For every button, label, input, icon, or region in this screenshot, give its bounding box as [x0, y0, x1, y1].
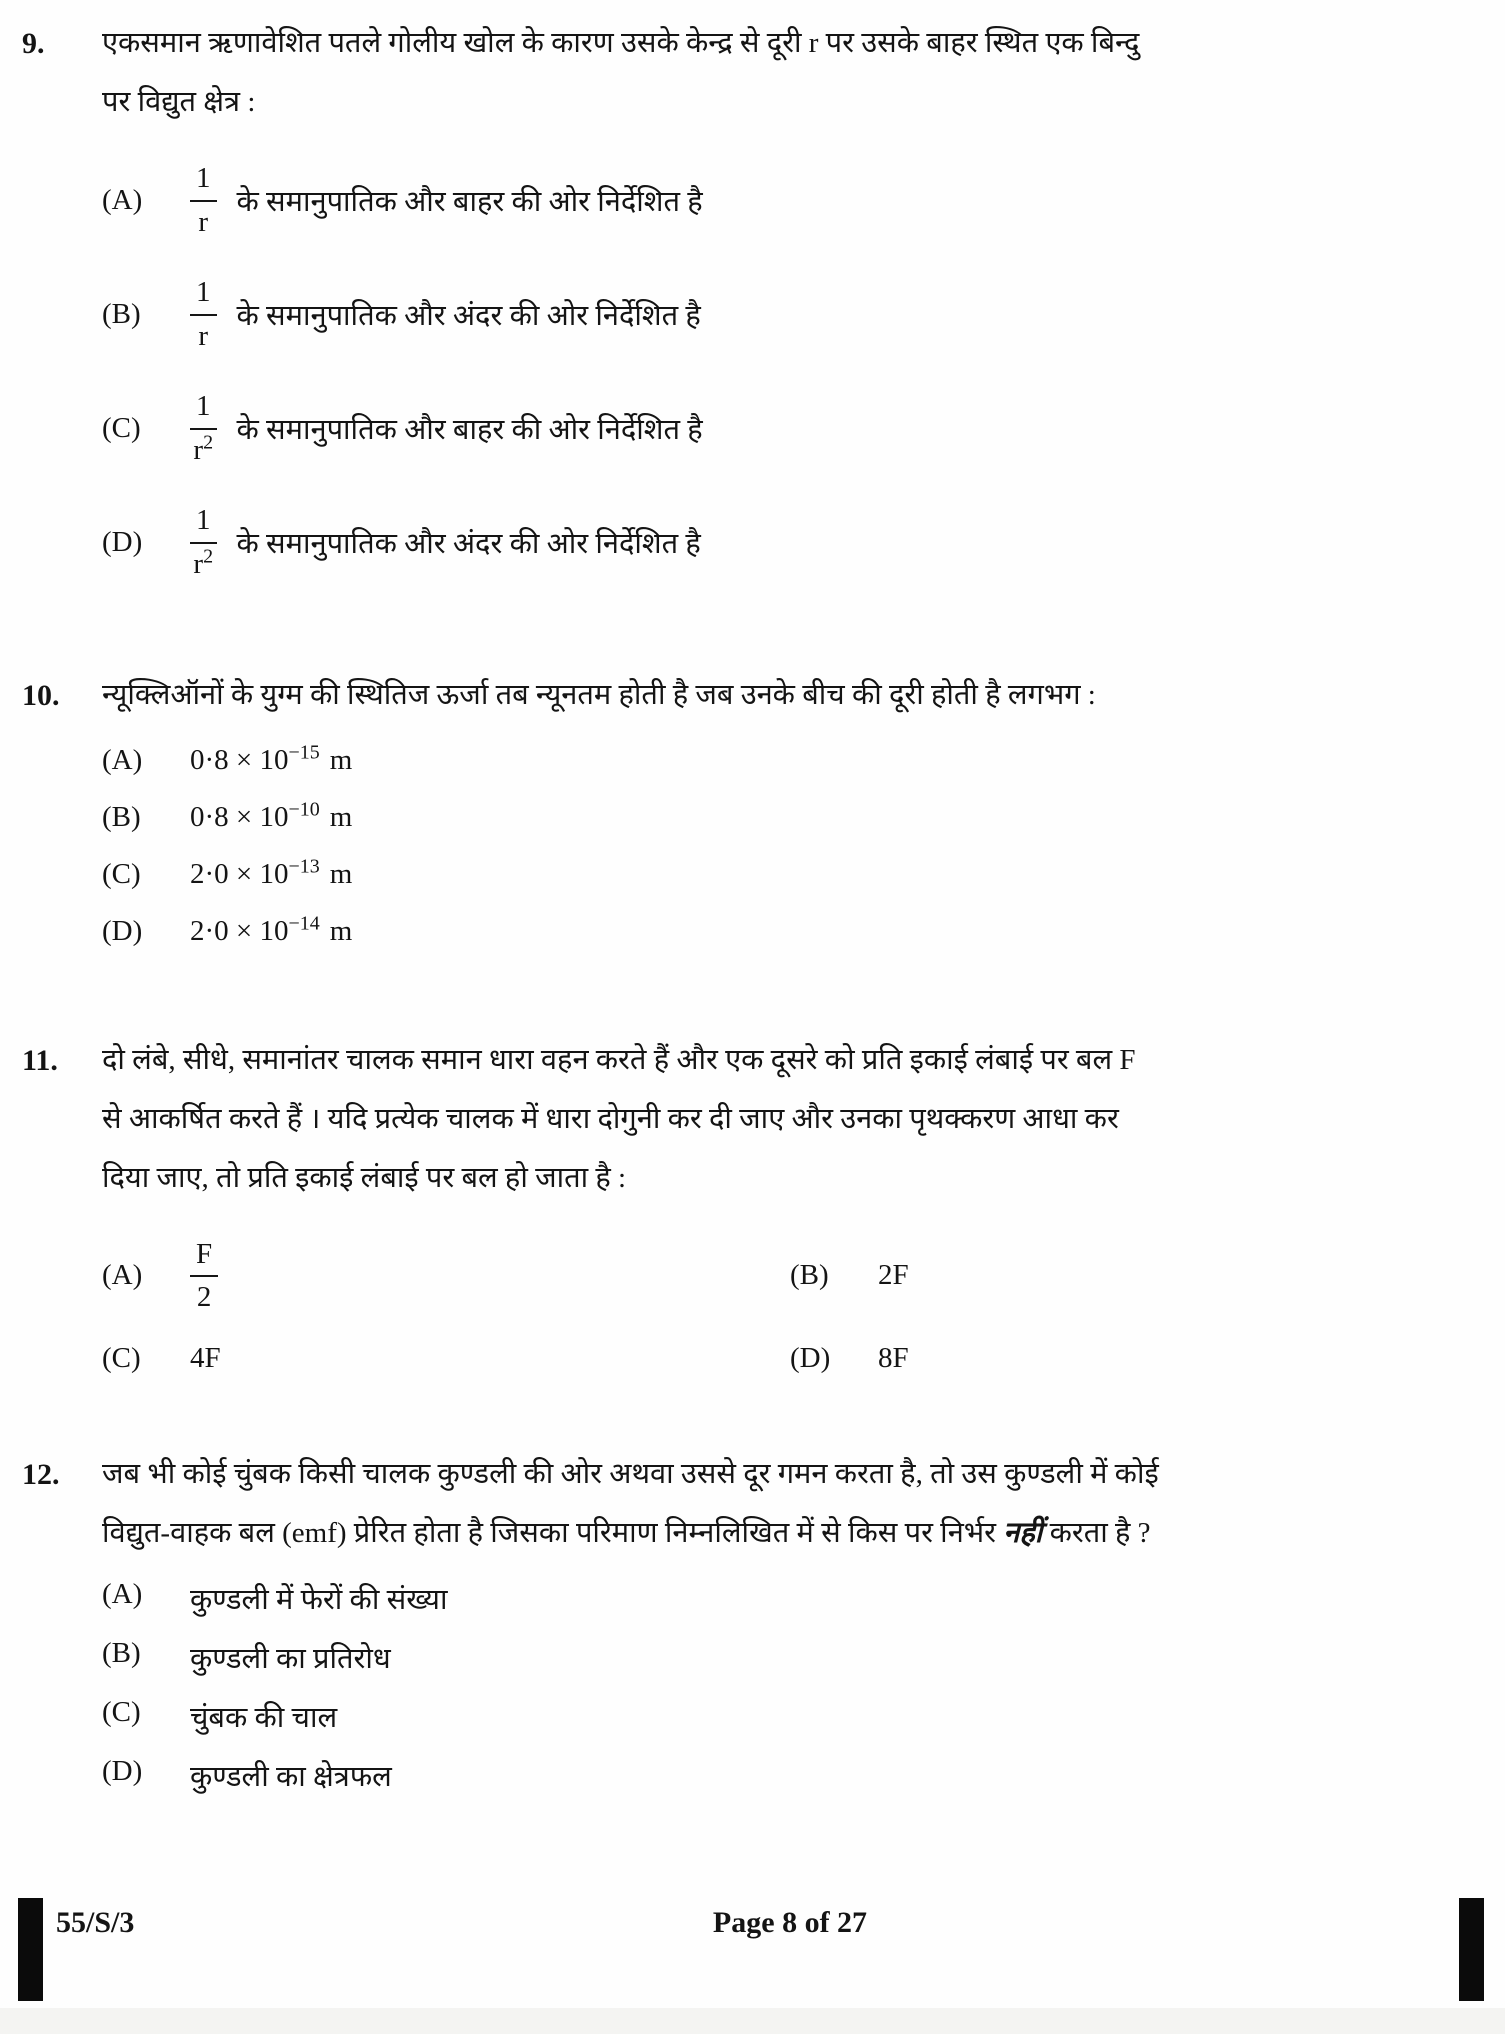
question-11 [22, 1031, 1162, 1375]
fraction-denominator: $r^2$ [193, 430, 214, 466]
exponent: −15 [288, 740, 320, 763]
option-text: के समानुपातिक और अंदर की ओर निर्देशित है [236, 299, 701, 332]
option-text: के समानुपातिक और बाहर की ओर निर्देशित है [236, 185, 703, 218]
option-label: (D) [790, 1341, 831, 1374]
q11-option-a [102, 1236, 790, 1316]
fraction-numerator: F [190, 1236, 218, 1277]
option-label: (B) [790, 1259, 829, 1292]
paper-code: 55/S/3 [56, 1906, 135, 1939]
question-text: जब भी कोई चुंबक किसी चालक कुण्डली की ओर अथवा उससे दूर गमन करता है, तो उस कुण्डली में कोई विद्युत-वाहक बल (emf) प्रेरित होता है जिसका परिमाण निम्नलिखित में से किस पर निर्भर नहीं करता है ? [102, 1457, 1159, 1549]
question-number: 11. [22, 1044, 58, 1077]
q12-option-a [102, 1578, 1162, 1622]
option-value: $2\cdot 0 \times 10^{-13}$ m [190, 854, 353, 890]
option-label: (C) [102, 1695, 141, 1728]
exponent: −13 [288, 854, 320, 877]
q10-option-c [102, 852, 1162, 896]
option-label: (A) [102, 1577, 143, 1610]
option-label: (A) [102, 183, 143, 216]
fraction [190, 274, 217, 354]
fraction-numerator: 1 [190, 388, 217, 429]
q11-option-d [790, 1342, 1162, 1375]
page-number: Page 8 of 27 [712, 1906, 868, 1939]
option-value: 2F [878, 1259, 909, 1292]
fraction-denominator: r [198, 205, 209, 238]
question-text: एकसमान ऋणावेशित पतले गोलीय खोल के कारण उसके केन्द्र से दूरी r पर उसके बाहर स्थित एक बिन्दु पर विद्युत क्षेत्र : [102, 27, 1140, 118]
question-text: दो लंबे, सीधे, समानांतर चालक समान धारा वहन करते हैं और एक दूसरे को प्रति इकाई लंबाई पर बल F से आकर्षित करते हैं । यदि प्रत्येक चालक में धारा दोगुनी कर दी जाए और उनका पृथक्करण आधा कर दिया जाए, तो प्रति इकाई लंबाई पर बल हो जाता है : [102, 1044, 1136, 1194]
option-label: (C) [102, 857, 141, 890]
q12-option-c [102, 1696, 1162, 1740]
option-text: के समानुपातिक और अंदर की ओर निर्देशित है [236, 527, 701, 560]
fraction-numerator: 1 [190, 274, 217, 315]
q9-option-d [102, 496, 1162, 588]
question-number: 10. [22, 679, 60, 712]
questions-area [22, 14, 1162, 1799]
unit: m [329, 743, 353, 776]
option-value: $0\cdot 8 \times 10^{-10}$ m [190, 797, 353, 833]
option-label: (D) [102, 1754, 143, 1787]
unit: m [329, 914, 353, 947]
option-text: कुण्डली का प्रतिरोध [190, 1642, 391, 1675]
fraction-denominator: 2 [196, 1281, 212, 1314]
fraction [190, 1236, 218, 1316]
option-label: (D) [102, 914, 143, 947]
q9-option-c [102, 382, 1162, 474]
option-label: (B) [102, 800, 141, 833]
fraction [190, 160, 217, 240]
question-number: 12. [22, 1457, 60, 1491]
q11-options-grid [102, 1236, 1162, 1375]
fraction-denominator: $r^2$ [193, 544, 214, 580]
q11-option-c [102, 1342, 790, 1375]
question-9 [22, 14, 1162, 588]
fraction-denominator: r [198, 319, 209, 352]
exponent: −10 [288, 797, 320, 820]
q10-option-b [102, 795, 1162, 839]
option-label: (B) [102, 1636, 141, 1669]
q9-option-a [102, 154, 1162, 246]
question-number: 9. [22, 27, 45, 60]
exponent: −14 [288, 911, 320, 934]
question-10 [22, 666, 1162, 953]
q10-option-a [102, 738, 1162, 782]
emphasized-word: नहीं [1003, 1516, 1043, 1549]
q10-option-d [102, 909, 1162, 953]
option-label: (A) [102, 743, 143, 776]
q9-option-b [102, 268, 1162, 360]
q12-option-b [102, 1637, 1162, 1681]
q12-option-d [102, 1755, 1162, 1799]
q11-option-b [790, 1259, 1162, 1292]
option-label: (C) [102, 411, 141, 444]
fraction-numerator: 1 [190, 160, 217, 201]
option-text: कुण्डली का क्षेत्रफल [190, 1760, 392, 1793]
fraction [190, 502, 217, 582]
footer-left-bar [18, 1898, 43, 2001]
option-value: $2\cdot 0 \times 10^{-14}$ m [190, 911, 353, 947]
unit: m [329, 857, 353, 890]
option-label: (A) [102, 1259, 143, 1292]
option-label: (D) [102, 525, 143, 558]
option-value: $0\cdot 8 \times 10^{-15}$ m [190, 740, 353, 776]
option-text: कुण्डली में फेरों की संख्या [190, 1583, 448, 1616]
option-value: 4F [190, 1341, 221, 1374]
scan-edge-strip [0, 2008, 1505, 2034]
question-text: न्यूक्लिऑनों के युग्म की स्थितिज ऊर्जा तब न्यूनतम होती है जब उनके बीच की दूरी होती है लगभग : [102, 679, 1096, 711]
option-text: चुंबक की चाल [190, 1701, 338, 1734]
option-label: (C) [102, 1341, 141, 1374]
option-label: (B) [102, 297, 141, 330]
option-value: 8F [878, 1341, 909, 1374]
option-text: के समानुपातिक और बाहर की ओर निर्देशित है [236, 413, 703, 446]
fraction [190, 388, 217, 468]
fraction-numerator: 1 [190, 502, 217, 543]
question-12 [22, 1445, 1162, 1799]
unit: m [329, 800, 353, 833]
